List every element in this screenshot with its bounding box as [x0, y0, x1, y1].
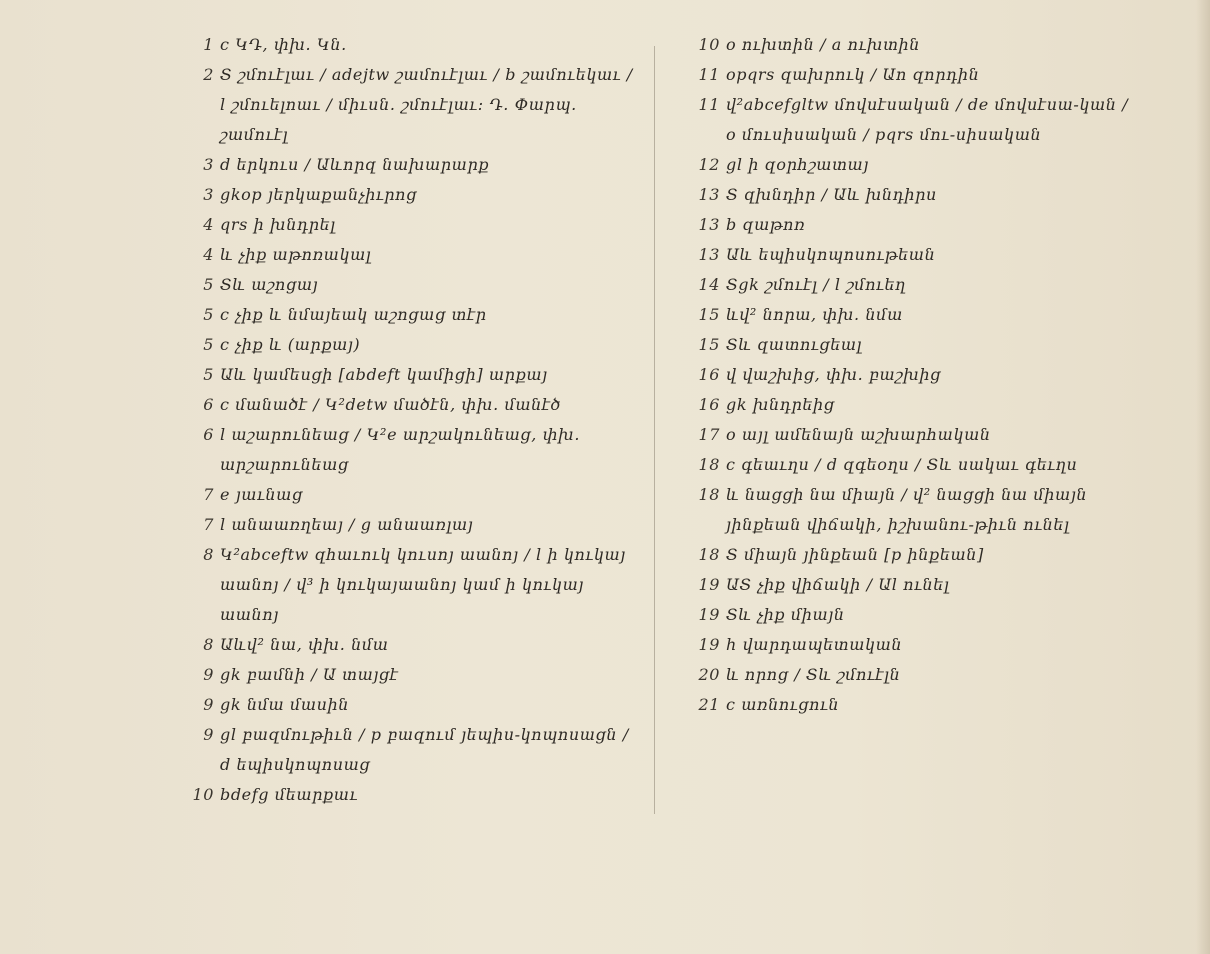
apparatus-entry — [184, 540, 636, 630]
apparatus-entry — [690, 150, 1130, 180]
variant-reading: Տև զատուցեալ — [726, 335, 863, 354]
apparatus-entry — [690, 480, 1130, 540]
variant-reading: ԱՏ չիք վիճակի / Աl ունել — [726, 575, 950, 594]
apparatus-entry — [184, 240, 636, 270]
page-edge-shadow — [1196, 0, 1210, 954]
apparatus-entry — [184, 30, 636, 60]
variant-reading: o այլ ամենայն աշխարհական — [726, 425, 991, 444]
apparatus-entry — [184, 420, 636, 480]
line-number: 13 — [698, 185, 720, 204]
line-number: 10 — [192, 785, 214, 804]
apparatus-entry — [690, 90, 1130, 150]
apparatus-entry — [690, 30, 1130, 60]
line-number: 12 — [698, 155, 720, 174]
line-number: 16 — [698, 395, 720, 414]
line-number: 10 — [698, 35, 720, 54]
apparatus-entry — [690, 690, 1130, 720]
apparatus-entry — [184, 270, 636, 300]
apparatus-entry — [690, 570, 1130, 600]
line-number: 11 — [698, 95, 720, 114]
line-number: 18 — [698, 455, 720, 474]
line-number: 19 — [698, 605, 720, 624]
apparatus-entry — [690, 180, 1130, 210]
variant-reading: Աև եպիսկոպոսութեան — [726, 245, 936, 264]
apparatus-entry — [690, 360, 1130, 390]
variant-reading: h վարդապետական — [726, 635, 903, 654]
apparatus-entry — [690, 660, 1130, 690]
variant-reading: ևվ² նորա, փխ. նմա — [726, 305, 903, 324]
line-number: 9 — [203, 665, 214, 684]
variant-reading: c չիք և (արքայ) — [220, 335, 361, 354]
line-number: 15 — [698, 305, 720, 324]
line-number: 5 — [203, 365, 214, 384]
variant-reading: Տgk շմուէլ / l շմուեղ — [726, 275, 906, 294]
line-number: 13 — [698, 245, 720, 264]
apparatus-entry — [184, 630, 636, 660]
variant-reading: b զաթոռ — [726, 215, 806, 234]
line-number: 14 — [698, 275, 720, 294]
line-number: 11 — [698, 65, 720, 84]
apparatus-entry — [690, 240, 1130, 270]
variant-reading: Տ զխնդիր / Աև խնդիրս — [726, 185, 937, 204]
variant-reading: o ուխտին / a ուխտին — [726, 35, 921, 54]
apparatus-entry — [184, 780, 636, 810]
line-number: 17 — [698, 425, 720, 444]
line-number: 18 — [698, 485, 720, 504]
line-number: 18 — [698, 545, 720, 564]
apparatus-entry — [690, 390, 1130, 420]
variant-reading: c գեաւղս / d զգեօղս / Տև սակաւ գեւղս — [726, 455, 1078, 474]
line-number: 8 — [203, 545, 214, 564]
variant-reading: Տև չիք միայն — [726, 605, 845, 624]
line-number: 1 — [203, 35, 214, 54]
line-number: 6 — [203, 425, 214, 444]
variant-reading: Աևվ² նա, փխ. նմա — [220, 635, 389, 654]
apparatus-entry — [184, 210, 636, 240]
line-number: 2 — [203, 65, 214, 84]
line-number: 3 — [203, 155, 214, 174]
apparatus-entry — [690, 450, 1130, 480]
variant-reading: gk նմա մասին — [220, 695, 350, 714]
line-number: 19 — [698, 635, 720, 654]
variant-reading: և որոց / Տև շմուէլն — [726, 665, 901, 684]
apparatus-entry — [184, 60, 636, 150]
apparatus-entry — [184, 360, 636, 390]
line-number: 6 — [203, 395, 214, 414]
variant-reading: gl ի զօրհշատայ — [726, 155, 869, 174]
apparatus-entry — [184, 660, 636, 690]
variant-reading: e յաւնաց — [220, 485, 303, 504]
line-number: 21 — [698, 695, 720, 714]
line-number: 5 — [203, 275, 214, 294]
variant-reading: Աև կամեսցի [abdeft կամիցի] արքայ — [220, 365, 548, 384]
variant-reading: gk խնդրեից — [726, 395, 835, 414]
line-number: 5 — [203, 305, 214, 324]
apparatus-entry — [690, 600, 1130, 630]
apparatus-entry — [184, 480, 636, 510]
variant-reading: Կ²abceftw զհաւուկ կուսոյ աանոյ / l ի կուկայ աանոյ / վ³ ի կուկայաանոյ կամ ի կուկայ աանոյ — [220, 545, 626, 624]
apparatus-entry — [690, 630, 1130, 660]
variant-reading: gkop յերկաքանչիւրոց — [220, 185, 418, 204]
apparatus-entry — [184, 390, 636, 420]
left-column — [184, 30, 636, 810]
variant-reading: Տև աշոցայ — [220, 275, 319, 294]
variant-reading: և չիք աթոռակալ — [220, 245, 372, 264]
line-number: 5 — [203, 335, 214, 354]
line-number: 9 — [203, 695, 214, 714]
line-number: 9 — [203, 725, 214, 744]
variant-reading: վ վաշխից, փխ. բաշխից — [726, 365, 942, 384]
line-number: 16 — [698, 365, 720, 384]
line-number: 20 — [698, 665, 720, 684]
apparatus-entry — [690, 210, 1130, 240]
line-number: 7 — [203, 515, 214, 534]
variant-reading: և նացցի նա միայն / վ² նացցի նա միայն յինքեան վիճակի, իշխանու-թիւն ունել — [726, 485, 1088, 534]
variant-reading: bdefg մեարքաւ — [220, 785, 358, 804]
apparatus-entry — [184, 150, 636, 180]
apparatus-entry — [690, 420, 1130, 450]
apparatus-entry — [184, 330, 636, 360]
variant-reading: opqrs զախրուկ / Աո զորդին — [726, 65, 980, 84]
variant-reading: c առնուցուն — [726, 695, 840, 714]
apparatus-entry — [184, 300, 636, 330]
column-divider — [654, 46, 655, 814]
apparatus-entry — [184, 720, 636, 780]
line-number: 15 — [698, 335, 720, 354]
apparatus-entry — [690, 60, 1130, 90]
apparatus-entry — [184, 690, 636, 720]
variant-reading: gk բամնի / Ա տայցէ — [220, 665, 399, 684]
apparatus-entry — [690, 540, 1130, 570]
variant-reading: l աշարունեաց / Կ²e արշակունեաց, փխ. արշարունեաց — [220, 425, 581, 474]
line-number: 19 — [698, 575, 720, 594]
line-number: 3 — [203, 185, 214, 204]
variant-reading: Տ շմուէլաւ / adejtw շամուէլաւ / b շամուեկաւ / l շմուելոաւ / միւսն. շմուէլաւ: Դ. Փարպ. շամուէլ — [220, 65, 633, 144]
variant-reading: c չիք և նմայեակ աշոցաց տէր — [220, 305, 487, 324]
variant-reading: l անաառղեայ / g անաառլայ — [220, 515, 474, 534]
apparatus-entry — [690, 270, 1130, 300]
line-number: 13 — [698, 215, 720, 234]
line-number: 4 — [203, 245, 214, 264]
right-column — [690, 30, 1130, 720]
line-number: 7 — [203, 485, 214, 504]
line-number: 4 — [203, 215, 214, 234]
variant-reading: d երկուս / Աևորզ նախարարք — [220, 155, 490, 174]
variant-reading: վ²abcefgltw մովսէսական / de մովսէսա-կան / o մուսիսական / pqrs մու-սիսական — [726, 95, 1129, 144]
variant-reading: c ԿԴ, փխ. Կն. — [220, 35, 347, 54]
variant-reading: gl բազմութիւն / p բազում յեպիս-կոպոսացն / d եպիսկոպոսաց — [220, 725, 629, 774]
variant-reading: c մանածէ / Կ²detw մածէն, փխ. մանէծ — [220, 395, 562, 414]
apparatus-entry — [184, 180, 636, 210]
apparatus-entry — [690, 330, 1130, 360]
apparatus-entry — [184, 510, 636, 540]
line-number: 8 — [203, 635, 214, 654]
variant-reading: Տ միայն յինքեան [p ինքեան] — [726, 545, 984, 564]
variant-reading: qrs ի խնդրել — [220, 215, 336, 234]
apparatus-entry — [690, 300, 1130, 330]
